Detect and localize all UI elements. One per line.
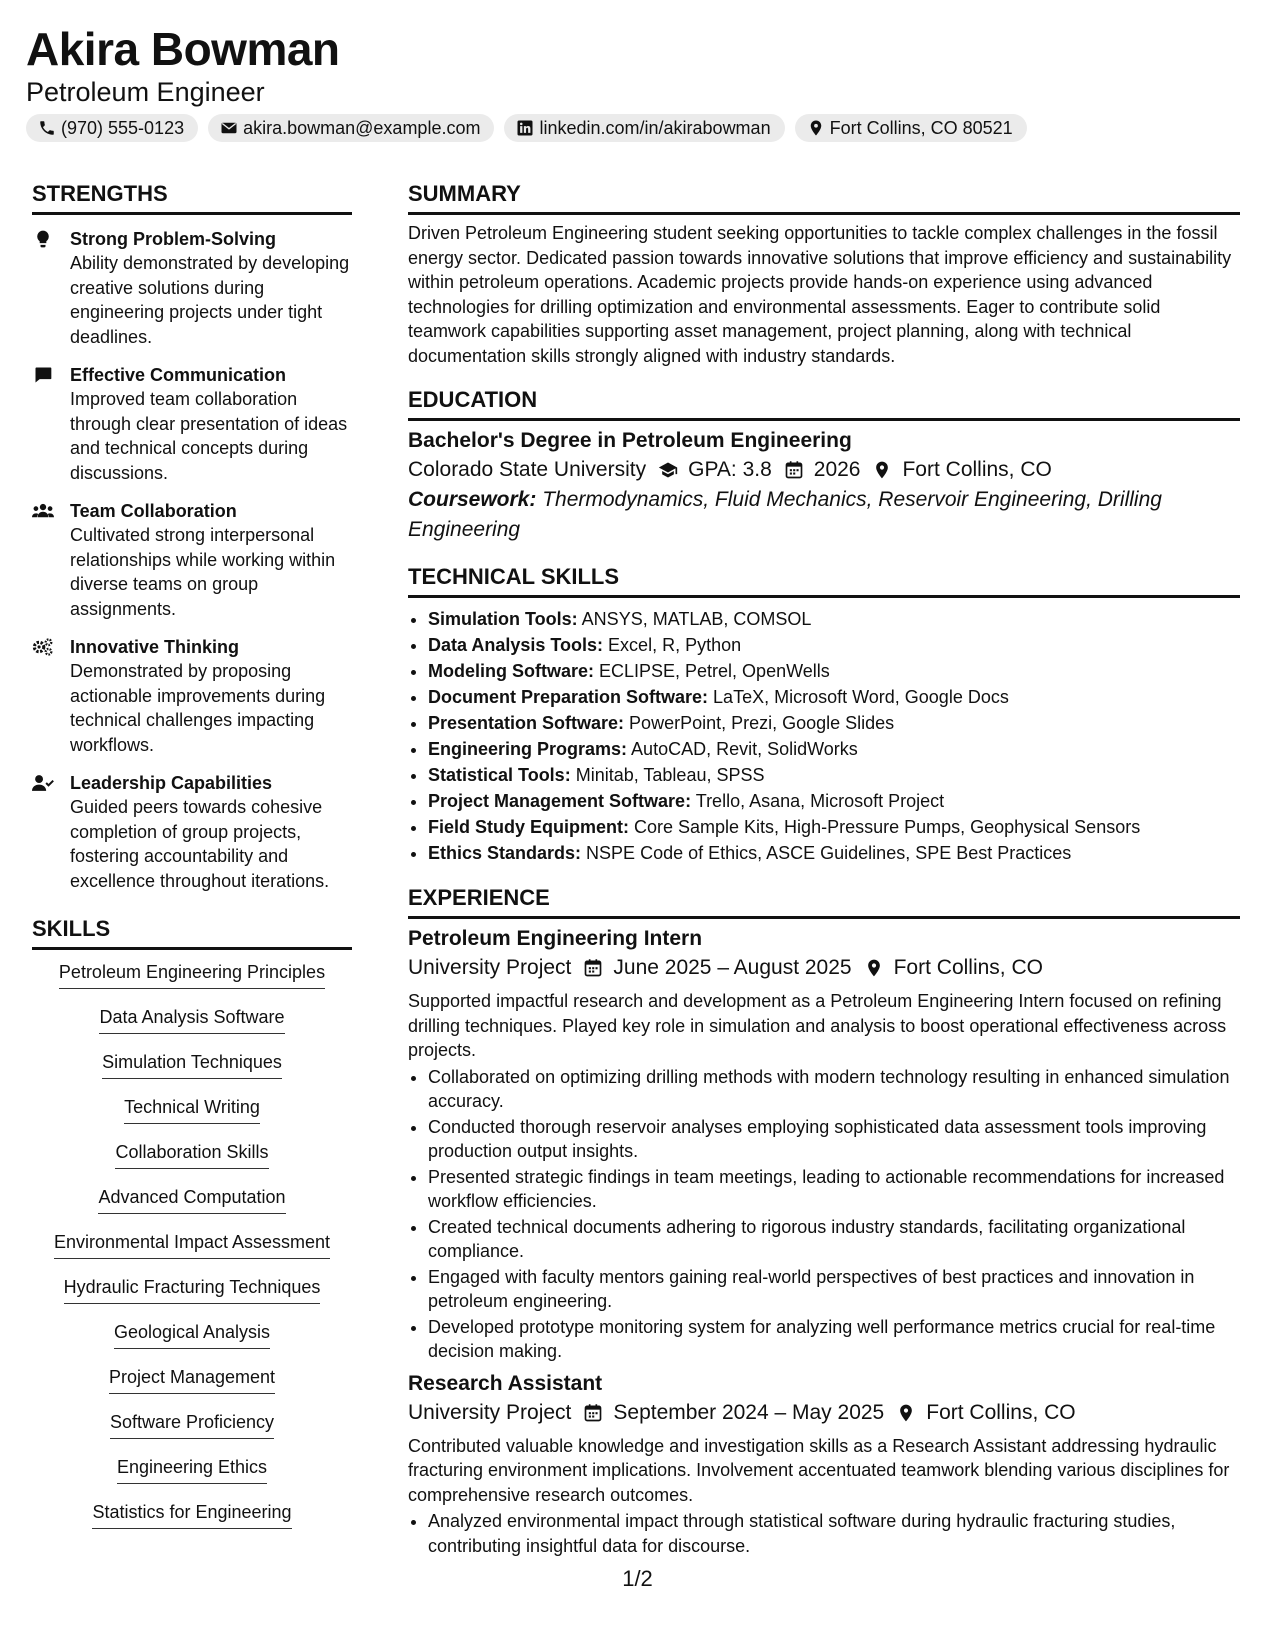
- contact-phone[interactable]: [26, 114, 198, 142]
- coursework-label: Coursework:: [408, 488, 537, 511]
- technical-skill-label: Statistical Tools:: [428, 765, 571, 785]
- strength-item: [32, 635, 352, 757]
- technical-skills-list: [408, 606, 1240, 866]
- contact-linkedin-text: linkedin.com/in/akirabowman: [539, 118, 771, 138]
- technical-skill-item: [428, 710, 1240, 736]
- job-bullet: • Engaged with faculty mentors gaining real-world perspectives of best practices and innovation in petroleum engineering.: [428, 1265, 1240, 1314]
- technical-skill-value: Excel, R, Python: [603, 635, 742, 655]
- summary-text: Driven Petroleum Engineering student seeking opportunities to tackle complex challenges in the fossil energy sector. Dedicated passion towards innovative solutions that improve efficiency and sustainability within petroleum operations. Academic projects provide hands-on experience using advanced technologies for drilling optimization and environmental assessments. Eager to contribute solid teamwork capabilities supporting asset management, project planning, along with technical documentation skills strongly aligned with industry standards.: [408, 223, 1232, 366]
- skill-item: Data Analysis Software: [99, 1005, 284, 1034]
- skill-item: Collaboration Skills: [115, 1140, 268, 1169]
- technical-skill-item: [428, 840, 1240, 866]
- envelope-icon: [220, 119, 238, 137]
- location-pin-icon: [807, 119, 825, 137]
- skill-item: Software Proficiency: [110, 1410, 274, 1439]
- job-bullet: • Collaborated on optimizing drilling methods with modern technology resulting in enhanced simulation accuracy.: [428, 1065, 1240, 1114]
- technical-skill-value: Core Sample Kits, High-Pressure Pumps, Geophysical Sensors: [629, 817, 1141, 837]
- strengths-heading: STRENGTHS: [32, 180, 352, 215]
- strength-desc: Cultivated strong interpersonal relationships while working within diverse teams on group assignments.: [70, 525, 336, 619]
- contact-location: [795, 114, 1027, 142]
- technical-skill-value: PowerPoint, Prezi, Google Slides: [624, 713, 895, 733]
- strength-item: [32, 499, 352, 621]
- job-bullets: [408, 1065, 1240, 1364]
- skill-item: Advanced Computation: [98, 1185, 285, 1214]
- coursework-list: Thermodynamics, Fluid Mechanics, Reservoir Engineering, Drilling Engineering: [408, 488, 1162, 541]
- gpa: GPA: 3.8: [688, 458, 772, 481]
- gears-icon: [32, 637, 54, 657]
- strengths-list: [32, 227, 352, 893]
- calendar-icon: [784, 460, 804, 480]
- education-meta: [408, 455, 1240, 485]
- job-meta: [408, 1398, 1240, 1428]
- resume-header: [26, 22, 340, 108]
- job-bullet: • Analyzed environmental impact through statistical software during hydraulic fracturing studies, contributing insightful data for discourse.: [428, 1509, 1240, 1558]
- job-bullet: • Presented strategic findings in team meetings, leading to actionable recommendations for increased workflow efficiencies.: [428, 1165, 1240, 1214]
- skill-item: Technical Writing: [124, 1095, 260, 1124]
- technical-skill-item: [428, 632, 1240, 658]
- user-check-icon: [32, 773, 54, 793]
- technical-skill-item: [428, 684, 1240, 710]
- job-entry: [408, 925, 1240, 1364]
- strength-item: [32, 363, 352, 485]
- strength-title: Strong Problem-Solving: [70, 229, 277, 249]
- users-icon: [32, 501, 54, 521]
- skill-item: Engineering Ethics: [117, 1455, 267, 1484]
- skills-list: [32, 960, 352, 1545]
- graduation-year: 2026: [813, 458, 861, 481]
- left-column: [32, 180, 352, 1545]
- skill-item: Geological Analysis: [114, 1320, 270, 1349]
- job-dates: September 2024 – May 2025: [613, 1400, 885, 1424]
- school-name: Colorado State University: [408, 458, 647, 481]
- calendar-icon: [583, 958, 603, 978]
- technical-skill-value: Minitab, Tableau, SPSS: [570, 765, 765, 785]
- strength-title: Effective Communication: [70, 365, 287, 385]
- skill-item: Hydraulic Fracturing Techniques: [64, 1275, 321, 1304]
- job-title: Petroleum Engineering Intern: [408, 927, 703, 950]
- strength-title: Team Collaboration: [70, 501, 237, 521]
- job-title: Research Assistant: [408, 1371, 603, 1395]
- education-location: Fort Collins, CO: [902, 458, 1052, 481]
- contact-phone-text: (970) 555-0123: [61, 118, 185, 138]
- job-description: Contributed valuable knowledge and investigation skills as a Research Assistant addressing hydraulic fracturing environment implications. Involvement accentuated teamwork blending various disciplines for comprehensive research outcomes.: [408, 1435, 1230, 1505]
- skill-item: Statistics for Engineering: [92, 1500, 291, 1529]
- speech-bubble-icon: [32, 365, 54, 385]
- location-pin-icon: [896, 1403, 916, 1423]
- linkedin-icon: [516, 119, 534, 137]
- skill-item: Environmental Impact Assessment: [54, 1230, 330, 1259]
- job-location: Fort Collins, CO: [926, 1400, 1076, 1424]
- graduation-cap-icon: [658, 460, 678, 480]
- strength-desc: Ability demonstrated by developing creative solutions during engineering projects under tight deadlines.: [70, 253, 350, 347]
- experience-heading: EXPERIENCE: [408, 884, 1240, 919]
- strength-desc: Demonstrated by proposing actionable improvements during technical challenges impacting workflows.: [70, 661, 326, 755]
- technical-skill-value: AutoCAD, Revit, SolidWorks: [627, 739, 858, 759]
- location-pin-icon: [872, 460, 892, 480]
- technical-skill-value: NSPE Code of Ethics, ASCE Guidelines, SPE Best Practices: [581, 843, 1072, 863]
- job-meta: [408, 953, 1240, 983]
- technical-skill-value: ECLIPSE, Petrel, OpenWells: [594, 661, 830, 681]
- right-column: [408, 180, 1240, 1559]
- job-bullet: • Created technical documents adhering to rigorous industry standards, facilitating organizational compliance.: [428, 1215, 1240, 1264]
- technical-skill-label: Data Analysis Tools:: [428, 635, 604, 655]
- job-dates: June 2025 – August 2025: [613, 956, 852, 979]
- technical-skills-heading: TECHNICAL SKILLS: [408, 563, 1240, 598]
- contact-linkedin[interactable]: [504, 114, 784, 142]
- technical-skill-label: Simulation Tools:: [428, 609, 578, 629]
- strength-title: Innovative Thinking: [70, 637, 240, 657]
- job-entry: [408, 1370, 1240, 1559]
- strength-desc: Guided peers towards cohesive completion of group projects, fostering accountability and excellence throughout iterations.: [70, 797, 330, 891]
- job-org: University Project: [408, 1400, 572, 1424]
- degree-title: Bachelor's Degree in Petroleum Engineering: [408, 429, 852, 452]
- contact-bar: [26, 114, 1027, 142]
- location-pin-icon: [864, 958, 884, 978]
- contact-email-text: akira.bowman@example.com: [243, 118, 481, 138]
- technical-skill-label: Engineering Programs:: [428, 739, 628, 759]
- calendar-icon: [583, 1403, 603, 1423]
- job-bullets: [408, 1509, 1240, 1558]
- candidate-title: Petroleum Engineer: [26, 77, 265, 107]
- job-bullet: • Developed prototype monitoring system for analyzing well performance metrics crucial for real-time decision making.: [428, 1315, 1240, 1364]
- skill-item: Simulation Techniques: [102, 1050, 282, 1079]
- job-location: Fort Collins, CO: [893, 956, 1043, 979]
- skill-item: Project Management: [109, 1365, 275, 1394]
- technical-skill-value: LaTeX, Microsoft Word, Google Docs: [708, 687, 1009, 707]
- technical-skill-item: [428, 736, 1240, 762]
- summary-heading: SUMMARY: [408, 180, 1240, 215]
- skills-heading: SKILLS: [32, 915, 352, 950]
- job-description: Supported impactful research and development as a Petroleum Engineering Intern focused on refining drilling techniques. Played key role in simulation and analysis to boost operational effectiveness across projects.: [408, 991, 1227, 1060]
- technical-skill-label: Modeling Software:: [428, 661, 594, 681]
- phone-icon: [38, 119, 56, 137]
- technical-skill-label: Presentation Software:: [428, 713, 625, 733]
- strength-item: [32, 227, 352, 349]
- technical-skill-item: [428, 762, 1240, 788]
- skill-item: Petroleum Engineering Principles: [59, 960, 325, 989]
- contact-location-text: Fort Collins, CO 80521: [829, 118, 1013, 138]
- technical-skill-value: ANSYS, MATLAB, COMSOL: [577, 609, 812, 629]
- page-number: 1/2: [622, 1566, 653, 1591]
- technical-skill-label: Project Management Software:: [428, 791, 692, 811]
- technical-skill-value: Trello, Asana, Microsoft Project: [691, 791, 945, 811]
- strength-item: [32, 771, 352, 893]
- strength-desc: Improved team collaboration through clear presentation of ideas and technical concepts during discussions.: [70, 389, 348, 483]
- technical-skill-label: Document Preparation Software:: [428, 687, 709, 707]
- education-heading: EDUCATION: [408, 386, 1240, 421]
- technical-skill-label: Field Study Equipment:: [428, 817, 629, 837]
- technical-skill-label: Ethics Standards:: [428, 843, 582, 863]
- lightbulb-icon: [32, 229, 54, 249]
- strength-title: Leadership Capabilities: [70, 773, 273, 793]
- technical-skill-item: [428, 606, 1240, 632]
- technical-skill-item: [428, 788, 1240, 814]
- job-org: University Project: [408, 956, 572, 979]
- coursework: [408, 485, 1240, 545]
- candidate-name: Akira Bowman: [26, 23, 340, 75]
- job-bullet: • Conducted thorough reservoir analyses employing sophisticated data assessment tools improving production output insights.: [428, 1115, 1240, 1164]
- technical-skill-item: [428, 658, 1240, 684]
- technical-skill-item: [428, 814, 1240, 840]
- contact-email[interactable]: [208, 114, 494, 142]
